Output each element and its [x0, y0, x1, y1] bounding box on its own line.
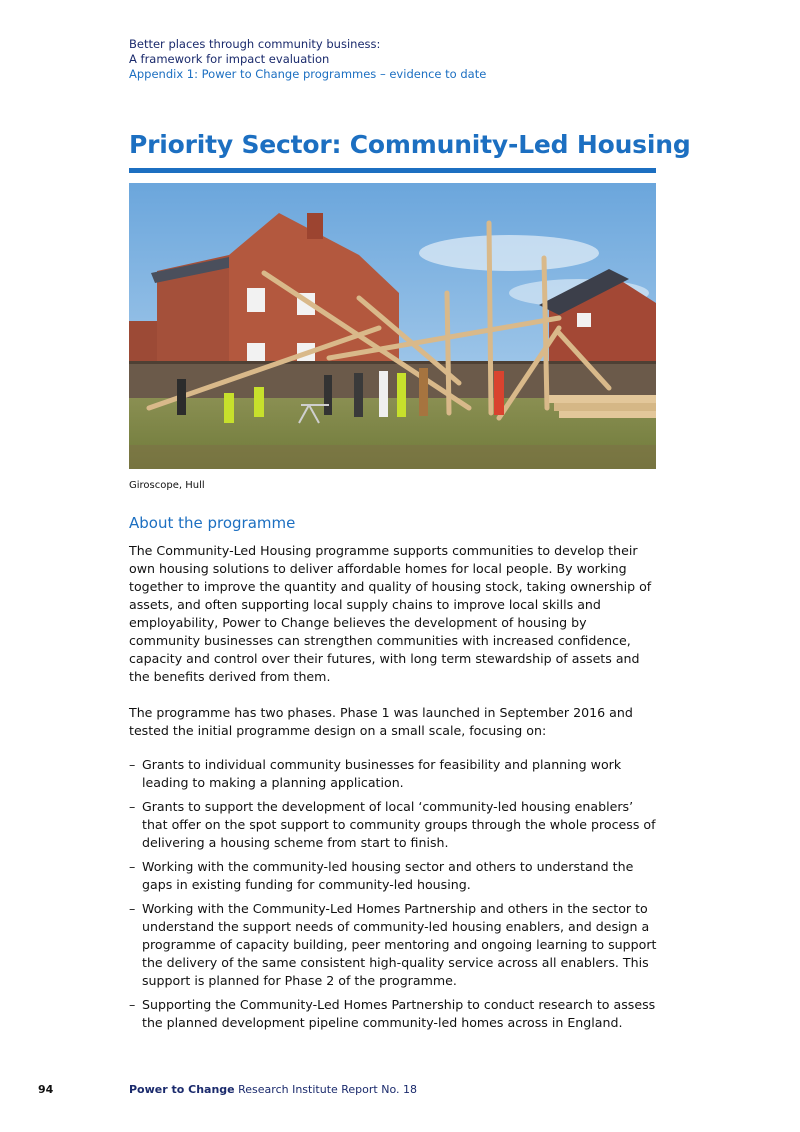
page-title: Priority Sector: Community-Led Housing: [129, 130, 691, 159]
header-line-2: A framework for impact evaluation: [129, 52, 330, 66]
housing-build-photo: [129, 183, 656, 469]
bullet-marker: –: [129, 859, 136, 874]
footer-report-title: Research Institute Report No. 18: [234, 1083, 417, 1096]
list-item-text: Working with the Community-Led Homes Partnership and others in the sector to understand the support needs of community-led housing enablers, and design a programme of capacity building, peer mentoring and ongoing learning to support the delivery of the same consistent high-quality service across all enablers. This support is planned for Phase 2 of the programme.: [142, 901, 657, 988]
list-item: [129, 798, 659, 852]
section-heading: About the programme: [129, 514, 296, 532]
list-item-text: Working with the community-led housing sector and others to understand the gaps in existing funding for community-led housing.: [142, 859, 634, 892]
bullet-marker: –: [129, 757, 136, 772]
footer-org: Power to Change: [129, 1083, 235, 1096]
paragraph-2: The programme has two phases. Phase 1 was launched in September 2016 and tested the initial programme design on a small scale, focusing on:: [129, 705, 633, 738]
footer-report: [129, 1083, 417, 1096]
bullet-marker: –: [129, 799, 136, 814]
photo-illustration: [129, 183, 656, 469]
running-header: [129, 37, 486, 82]
header-line-3: Appendix 1: Power to Change programmes – evidence to date: [129, 67, 487, 81]
list-item: [129, 858, 659, 894]
list-item-text: Grants to support the development of local ‘community-led housing enablers’ that offer on the spot support to community groups through the whole process of delivering a housing scheme from start to finish.: [142, 799, 656, 850]
list-item: [129, 996, 659, 1032]
body-text: [129, 542, 659, 1038]
bullet-marker: –: [129, 997, 136, 1012]
bullet-list: [129, 756, 659, 1032]
header-line-1: Better places through community business:: [129, 37, 381, 51]
list-item: [129, 756, 659, 792]
list-item-text: Grants to individual community businesses for feasibility and planning work leading to making a planning application.: [142, 757, 622, 790]
list-item: [129, 900, 659, 990]
bullet-marker: –: [129, 901, 136, 916]
title-underline: [129, 168, 656, 173]
list-item-text: Supporting the Community-Led Homes Partnership to conduct research to assess the planned development pipeline community-led homes across in England.: [142, 997, 656, 1030]
photo-caption: Giroscope, Hull: [129, 480, 205, 491]
page-number: 94: [38, 1083, 54, 1096]
paragraph-1: The Community-Led Housing programme supports communities to develop their own housing solutions to deliver affordable homes for local people. By working together to improve the quantity and quality of housing stock, taking ownership of assets, and often supporting local supply chains to improve local skills and employability, Power to Change believes the development of housing by community businesses can strengthen communities with increased confidence, capacity and control over their futures, with long term stewardship of assets and the benefits derived from them.: [129, 543, 652, 684]
